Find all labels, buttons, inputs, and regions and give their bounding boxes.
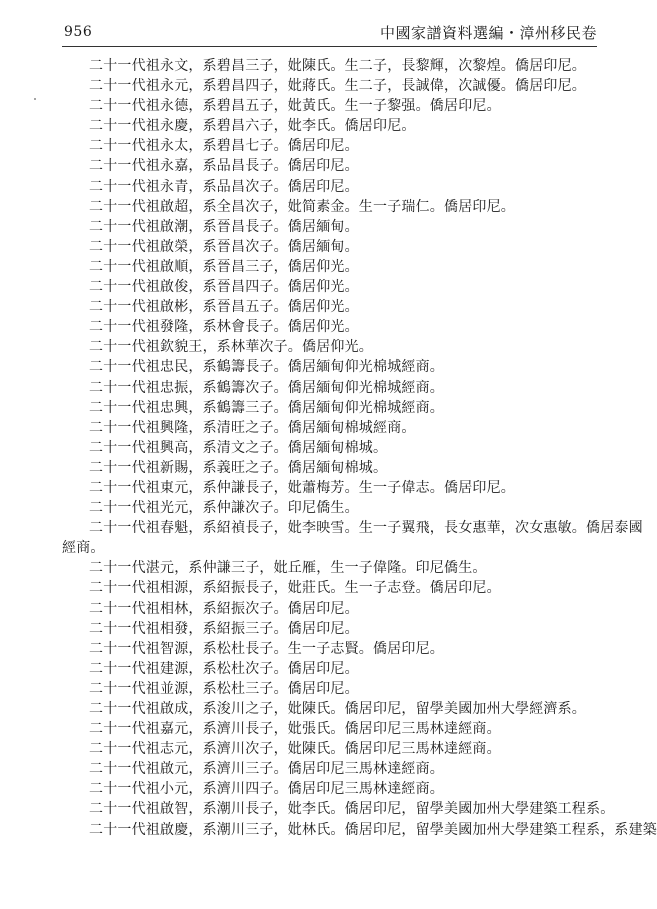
text-line: 二十一代祖啟超，系全昌次子，妣简素金。生一子瑞仁。僑居印尼。 xyxy=(89,198,515,215)
text-line: 二十一代祖相源，系紹振長子，妣莊氏。生一子志登。僑居印尼。 xyxy=(89,580,501,597)
text-line: 二十一代祖啟彬，系晉昌五子。僑居仰光。 xyxy=(89,299,359,316)
text-line: 二十一代祖永嘉，系品昌長子。僑居印尼。 xyxy=(89,158,359,175)
text-line: 二十一代祖建源，系松杜次子。僑居印尼。 xyxy=(89,660,359,677)
page-number: 956 xyxy=(64,24,93,40)
text-line: 二十一代祖並源，系松杜三子。僑居印尼。 xyxy=(89,680,359,697)
text-line: 二十一代祖啟順，系晉昌三子，僑居仰光。 xyxy=(89,258,359,275)
text-line: 二十一代祖小元，系濟川四子。僑居印尼三馬林達經商。 xyxy=(89,781,444,798)
text-line: 二十一代祖春魁，系紹禎長子，妣李映雪。生一子翼飛，長女惠華，次女惠敏。僑居泰國 xyxy=(89,520,643,537)
text-line: 二十一代祖永元，系碧昌四子，妣蔣氏。生二子，長誠偉，次誠優。僑居印尼。 xyxy=(89,78,586,95)
text-line: 二十一代祖永文，系碧昌三子，妣陳氏。生二子，長黎輝，次黎煌。僑居印尼。 xyxy=(89,58,586,74)
text-line: 二十一代祖相發，系紹振三子。僑居印尼。 xyxy=(89,620,359,637)
text-line: 二十一代祖欽貌王，系林華次子。僑居仰光。 xyxy=(89,339,373,356)
text-line: 二十一代祖啟榮，系晉昌次子。僑居緬甸。 xyxy=(89,238,359,255)
text-line: 二十一代祖忠振，系鶴籌次子。僑居緬甸仰光棉城經商。 xyxy=(89,379,444,396)
text-line: 二十一代祖相林，系紹振次子。僑居印尼。 xyxy=(89,600,359,617)
text-line: 二十一代祖東元，系仲謙長子，妣蕭梅芳。生一子偉志。僑居印尼。 xyxy=(89,479,515,496)
text-line: 二十一代湛元，系仲謙三子，妣丘雁，生一子偉隆。印尼僑生。 xyxy=(89,560,487,577)
page-header xyxy=(62,18,597,40)
text-line: 二十一代祖志元，系濟川次子，妣陳氏。僑居印尼三馬林達經商。 xyxy=(89,741,501,758)
text-line: 二十一代祖嘉元，系濟川長子，妣張氏。僑居印尼三馬林達經商。 xyxy=(89,721,501,738)
text-line: 二十一代祖啟慶，系潮川三子，妣林氏。僑居印尼，留學美國加州大學建築工程系，系建築 xyxy=(89,821,657,838)
text-line: 二十一代祖永慶，系碧昌六子，妣李氏。僑居印尼。 xyxy=(89,118,416,135)
text-line: 二十一代祖永德，系碧昌五子，妣黃氏。生一子黎强。僑居印尼。 xyxy=(89,98,501,115)
text-line: 二十一代祖興隆，系清旺之子。僑居緬甸棉城經商。 xyxy=(89,419,416,436)
text-line: 二十一代祖忠興，系鶴籌三子。僑居緬甸仰光棉城經商。 xyxy=(89,399,444,416)
text-line: 二十一代祖忠民，系鶴籌長子。僑居緬甸仰光棉城經商。 xyxy=(89,359,444,376)
genealogy-text xyxy=(62,56,657,840)
header-rule xyxy=(62,46,597,47)
text-line: 二十一代祖智源，系松杜長子。生一子志賢。僑居印尼。 xyxy=(89,640,444,657)
text-line: 二十一代祖啟智，系潮川長子，妣李氏。僑居印尼，留學美國加州大學建築工程系。 xyxy=(89,801,615,818)
text-line: 二十一代祖啟成，系浚川之子，妣陳氏。僑居印尼，留學美國加州大學經濟系。 xyxy=(89,701,586,717)
text-line: 二十一代祖新賜，系義旺之子。僑居緬甸棉城。 xyxy=(89,459,388,476)
running-title: 中國家譜資料選編・漳州移民卷 xyxy=(379,24,597,42)
text-line-continuation: 經商。 xyxy=(62,540,105,557)
text-line: 二十一代祖光元，系仲謙次子。印尼僑生。 xyxy=(89,500,359,517)
text-line: 二十一代祖啟潮，系晉昌長子。僑居緬甸。 xyxy=(89,218,359,235)
text-line: 二十一代祖興高，系清文之子。僑居緬甸棉城。 xyxy=(89,439,388,456)
text-line: 二十一代祖永太，系碧昌七子。僑居印尼。 xyxy=(89,138,359,155)
text-line: 二十一代祖永青，系品昌次子。僑居印尼。 xyxy=(89,178,359,195)
text-line: 二十一代祖啟俊，系晉昌四子。僑居仰光。 xyxy=(89,279,359,296)
margin-mark xyxy=(34,98,36,100)
text-line: 二十一代祖發隆，系林會長子。僑居仰光。 xyxy=(89,319,359,336)
text-line: 二十一代祖啟元，系濟川三子。僑居印尼三馬林達經商。 xyxy=(89,761,444,778)
